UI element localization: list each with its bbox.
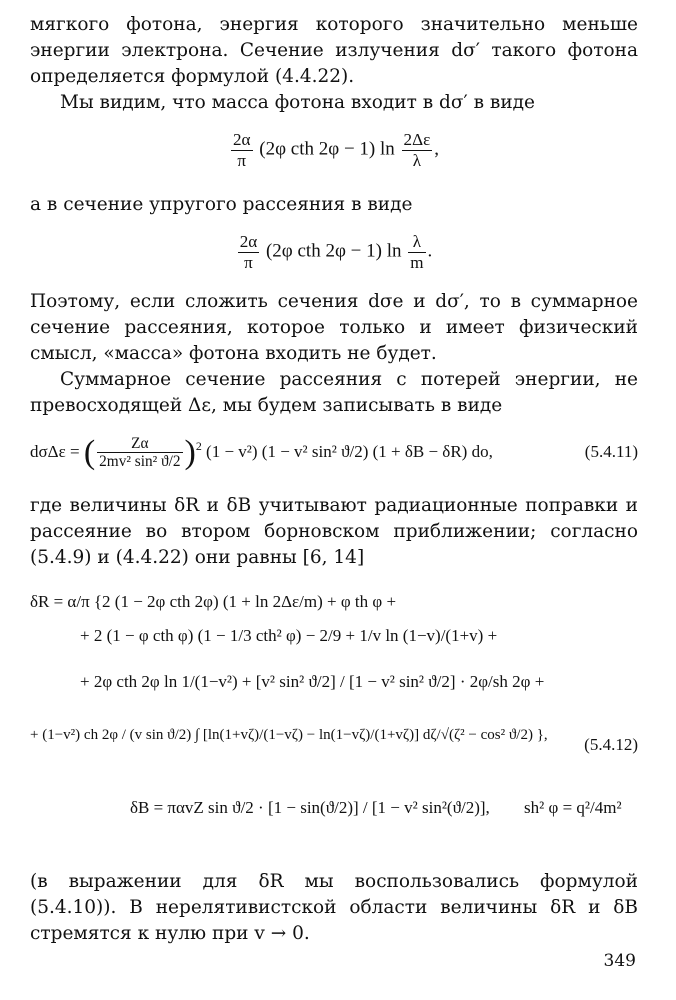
- equation-5-4-11: dσΔε = ( $\frac{Z\alpha}{\text{2mv² sin² ϑ/2}}$ )$^2$ (1 − v²) (1 − v² sin² ϑ/2) (1 + δB − δR) do, (5.4.11): [30, 433, 638, 471]
- equation-5-4-12-line-3: + 2φ cth 2φ ln 1/(1−v²) + [v² sin² ϑ/2] / [1 − v² sin² ϑ/2] · 2φ/sh 2φ +: [80, 671, 545, 691]
- paragraph-1: мягкого фотона, энергия которого значительно меньше энергии электрона. Сечение излучения dσ′ такого фотона определяется формулой (4.4.22).: [30, 14, 638, 87]
- equation-photon-mass-in-elastic: $\frac{2\alpha}{\pi}$ (2φ cth 2φ − 1) ln $\frac{\lambda}{m}$ .: [239, 232, 433, 272]
- page-number: 349: [603, 951, 636, 971]
- equation-5-4-12: [30, 589, 638, 821]
- paragraph-4: Поэтому, если сложить сечения dσe и dσ′, то в суммарное сечение рассеяния, которое только и имеет физический смысл, «масса» фотона входить не будет.: [30, 290, 638, 364]
- equation-5-4-12-line-4: + (1−v²) ch 2φ / (v sin ϑ/2) ∫ [ln(1+vζ)/(1−vζ) − ln(1−vζ)/(1+vζ)] dζ/√(ζ² − cos² ϑ/2) },: [30, 726, 548, 743]
- fraction-2alpha-pi: $\frac{2\alpha}{\pi}$: [232, 130, 251, 170]
- fraction-2de-lambda: $\frac{2\Delta\varepsilon}{\lambda}$: [403, 130, 431, 170]
- equation-photon-mass-in-dsigma: $\frac{2\alpha}{\pi}$ (2φ cth 2φ − 1) ln $\frac{2\Delta\varepsilon}{\lambda}$ ,: [232, 130, 440, 170]
- equation-delta-b: δB = παvZ sin ϑ/2 · [1 − sin(ϑ/2)] / [1 − v² sin²(ϑ/2)], sh² φ = q²/4m²: [130, 797, 622, 817]
- fraction-lambda-m: $\frac{\lambda}{m}$: [410, 232, 424, 272]
- paragraph-2: Мы видим, что масса фотона входит в dσ′ в виде: [60, 92, 535, 113]
- fraction-2alpha-pi-2: $\frac{2\alpha}{\pi}$: [239, 232, 258, 272]
- equation-5-4-12-line-1: δR = α/π {2 (1 − 2φ cth 2φ) (1 + ln 2Δε/m) + φ th φ +: [30, 591, 397, 611]
- equation-label-5-4-11: (5.4.11): [584, 441, 638, 461]
- equation-5-4-12-line-2: + 2 (1 − φ cth φ) (1 − 1/3 cth² φ) − 2/9 + 1/v ln (1−v)/(1+v) +: [80, 625, 498, 645]
- paragraph-7: (в выражении для δR мы воспользовались формулой (5.4.10)). В нерелятивистской области величины δR и δB стремятся к нулю при v → 0.: [30, 870, 638, 944]
- paragraph-5: Суммарное сечение рассеяния с потерей энергии, не превосходящей Δε, мы будем записывать в виде: [30, 368, 638, 416]
- paragraph-6: где величины δR и δB учитывают радиационные поправки и рассеяние во втором борновском приближении; согласно (5.4.9) и (4.4.22) они равны [6, 14]: [30, 494, 638, 568]
- paragraph-3: а в сечение упругого рассеяния в виде: [30, 194, 413, 216]
- equation-label-5-4-12: (5.4.12): [584, 734, 638, 754]
